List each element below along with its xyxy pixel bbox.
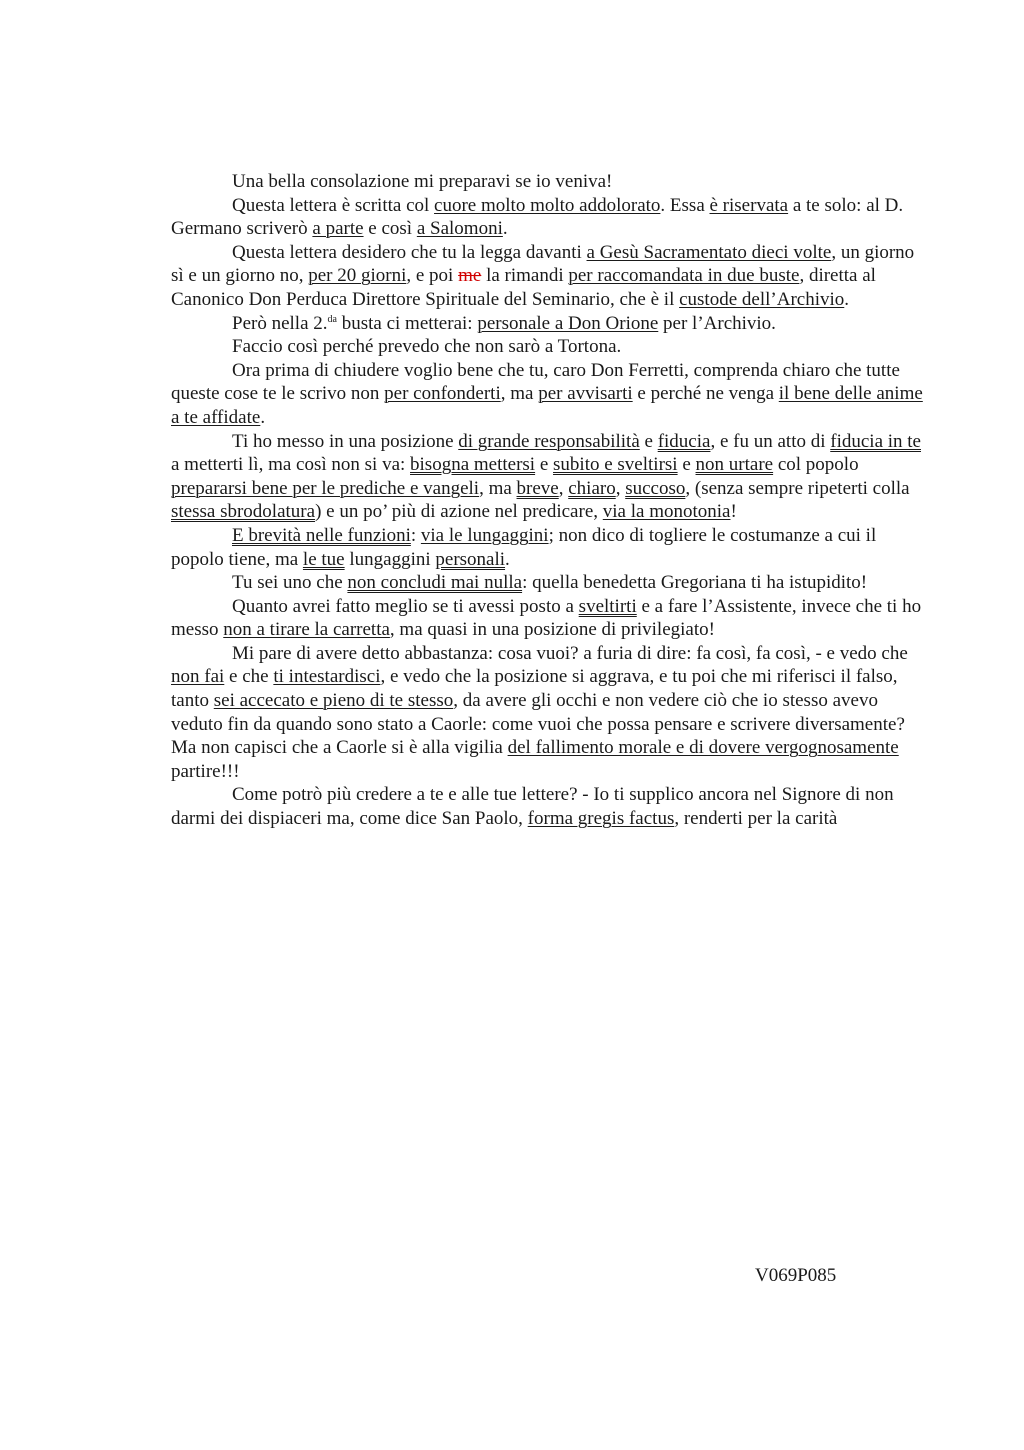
text-run: e che [224,666,274,688]
letter-paragraph [171,783,931,830]
underlined-text: per 20 giorni [308,265,407,287]
text-run: e [535,454,554,476]
double-underlined-text: fiducia [657,430,711,452]
text-run: , e fu un atto di [710,430,831,452]
text-run: : quella benedetta Gregoriana ti ha istupidito! [522,572,868,594]
double-underlined-text: stessa sbrodolatura [171,501,316,523]
underlined-text: per avvisarti [538,383,633,405]
underlined-text: via le lungaggini [420,524,549,546]
text-run: Mi pare di avere detto abbastanza: cosa vuoi? a furia di dire: fa così, fa così, - e vedo che [232,642,908,664]
underlined-text: a parte [312,218,364,240]
letter-paragraph [171,194,931,241]
underlined-text: di grande responsabilità [458,430,640,452]
text-run: Ti ho messo in una posizione [232,430,459,452]
text-run: , e vedo che la posizione si aggrava, e tu poi che mi riferisci il falso, tanto [171,666,898,712]
underlined-text: personale a Don Orione [477,312,659,334]
text-run: . [260,406,266,428]
text-run: . Essa [660,194,710,216]
text-run: Quanto avrei fatto meglio se ti avessi posto a [232,595,579,617]
text-run: ) e un po’ più di azione nel predicare, [315,501,603,523]
double-underlined-text: bisogna mettersi [410,454,536,476]
letter-paragraph [171,571,931,595]
underlined-text: cuore molto molto addolorato [434,194,661,216]
letter-paragraph [171,359,931,430]
text-run: a metterti lì, ma così non si va: [171,454,411,476]
text-run: , [558,477,569,499]
letter-paragraph [171,241,931,312]
text-run: col popolo [773,454,859,476]
text-run: , [615,477,626,499]
page-identifier: V069P085 [755,1265,837,1286]
letter-body [171,170,931,831]
underlined-text: ti intestardisci [273,666,381,688]
letter-paragraph [171,170,931,194]
double-underlined-text: non concludi mai nulla [347,572,523,594]
text-run: . [505,548,510,570]
text-run: ! [730,501,737,523]
text-run: , ma [479,477,517,499]
underlined-text: sei accecato e pieno di te stesso [213,690,454,712]
text-run: : [410,524,421,546]
text-run: , diretta al Canonico Don Perduca Direttore Spirituale del Seminario, che è il [171,265,876,310]
underlined-text: è riservata [709,194,789,216]
double-underlined-text: breve [516,477,559,499]
text-run: e così [363,218,417,240]
double-underlined-text: succoso [625,477,686,499]
text-run: ; non dico di togliere le costumanze a cui il popolo tiene, ma [171,524,877,570]
underlined-text: il bene delle anime a te affidate [171,383,923,428]
double-underlined-text: personali [435,548,506,570]
underlined-text: non fai [171,666,225,688]
text-run: , ma [500,383,539,405]
double-underlined-text: le tue [302,548,345,570]
underlined-text: non a tirare la carretta [223,619,390,641]
text-run: lungaggini [344,548,436,570]
double-underlined-text: sveltirti [578,595,637,617]
underlined-text: a Salomoni [416,218,503,240]
double-underlined-text: E brevità nelle funzioni [232,524,411,546]
text-run: , renderti per la carità [674,808,838,830]
double-underlined-text: non urtare [695,454,774,476]
underlined-text: custode dell’Archivio [679,288,845,310]
superscript-text: da [327,313,337,325]
text-run: Una bella consolazione mi preparavi se io veniva! [232,171,613,192]
letter-paragraph [171,430,931,524]
letter-paragraph [171,524,931,571]
double-underlined-text: subito e sveltirsi [553,454,678,476]
text-run: Come potrò più credere a te e alle tue lettere? - Io ti supplico ancora nel Signore di non darmi dei dispiaceri ma, come dice San Paolo, [171,784,894,830]
text-run: partire!!! [171,760,240,782]
text-run: e [639,430,658,452]
text-run: . [844,288,850,310]
underlined-text: prepararsi bene per le prediche e vangeli [171,477,480,499]
text-run: a te solo: al D. Germano scriverò [171,194,904,240]
text-run: , e poi [406,265,459,287]
underlined-text: via la monotonia [602,501,731,523]
text-run: busta ci metterai: [336,312,478,334]
letter-paragraph [171,312,931,336]
text-run: e a fare l’Assistente, invece che ti ho messo [171,595,922,641]
text-run: Faccio così perché prevedo che non sarò a Tortona. [232,336,622,358]
underlined-text: per confonderti [384,383,501,405]
text-run: Ora prima di chiudere voglio bene che tu, caro Don Ferretti, comprenda chiaro che tutte queste cose te le scrivo non [171,359,900,405]
text-run: , da avere gli occhi e non vedere ciò che io stesso avevo veduto fin da quando sono stato a Caorle: come vuoi che possa pensare e scrivere diversamente? Ma non capisci che a Caorle si è alla vigilia [171,690,905,759]
text-run: la rimandi [481,265,569,287]
double-underlined-text: fiducia in te [830,430,921,452]
letter-paragraph [171,642,931,784]
text-run: e perché ne venga [632,383,779,405]
underlined-text: per raccomandata in due buste [568,265,800,287]
text-run: , un giorno sì e un giorno no, [171,241,915,287]
underlined-text: a Gesù Sacramentato dieci volte [586,241,832,263]
text-run: Questa lettera desidero che tu la legga davanti [232,241,587,263]
text-run: Tu sei uno che [232,572,348,594]
text-run: Questa lettera è scritta col [232,194,435,216]
text-run: . [502,218,508,240]
underlined-text: del fallimento morale e di dovere vergognosamente [507,737,899,759]
underlined-text: forma gregis factus [527,808,675,830]
letter-paragraph [171,335,931,359]
text-run: e [677,454,696,476]
text-run: per l’Archivio. [658,312,776,334]
double-underlined-text: chiaro [568,477,616,499]
text-run: Però nella 2. [232,312,328,334]
deleted-text: me [458,265,482,287]
letter-paragraph [171,595,931,642]
text-run: , ma quasi in una posizione di privilegiato! [389,619,715,641]
text-run: , (senza sempre ripeterti colla [685,477,910,499]
